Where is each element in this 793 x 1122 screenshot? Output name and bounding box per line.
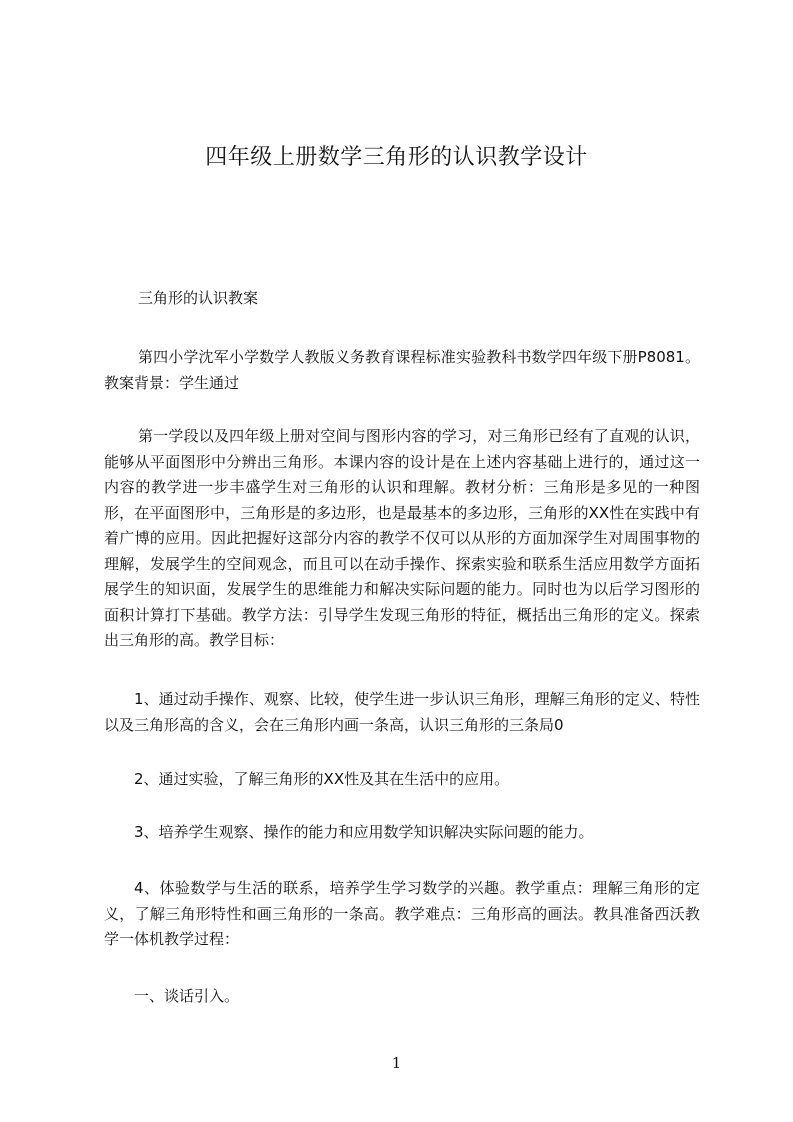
paragraph-goal-3: 3、培养学生观察、操作的能力和应用数学知识解决实际问题的能力。 [134,823,594,841]
paragraph-lesson-plan-heading: 三角形的认识教案 [138,289,259,307]
paragraph-goal-1: 1、通过动手操作、观察、比较，使学生进一步认识三角形，理解三角形的定义、特性以及三角形高的含义，会在三角形内画一条高，认识三角形的三条局0 [104,690,700,734]
paragraph-background-analysis: 第一学段以及四年级上册对空间与图形内容的学习，对三角形已经有了直观的认识，能够从平面图形中分辨出三角形。本课内容的设计是在上述内容基础上进行的，通过这一内容的教学进一步丰盛学生对三角形的认识和理解。教材分析：三角形是多见的一种图形，在平面图形中，三角形是的多边形，也是最基本的多边形，三角形的XX性在实践中有着广博的应用。因此把握好这部分内容的教学不仅可以从形的方面加深学生对周围事物的理解，发展学生的空间观念，而且可以在动手操作、探索实验和联系生活应用数学方面拓展学生的知识面，发展学生的思维能力和解决实际问题的能力。同时也为以后学习图形的面积计算打下基础。教学方法：引导学生发现三角形的特征，概括出三角形的定义。探索出三角形的高。教学目标： [104,427,700,649]
paragraph-goal-2: 2、通过实验，了解三角形的XX性及其在生活中的应用。 [134,770,510,788]
paragraph-section-intro: 一、谈话引入。 [134,987,240,1005]
paragraph-goal-4: 4、体验数学与生活的联系，培养学生学习数学的兴趣。教学重点：理解三角形的定义，了解三角形特性和画三角形的一条高。教学难点：三角形高的画法。教具准备西沃教学一体机教学过程： [104,879,700,948]
document-title: 四年级上册数学三角形的认识教学设计 [205,145,588,170]
paragraph-textbook-info: 第四小学沈军小学数学人教版义务教育课程标准实验教科书数学四年级下册P8081。教案背景：学生通过 [104,348,700,392]
page-number: 1 [391,1054,402,1072]
